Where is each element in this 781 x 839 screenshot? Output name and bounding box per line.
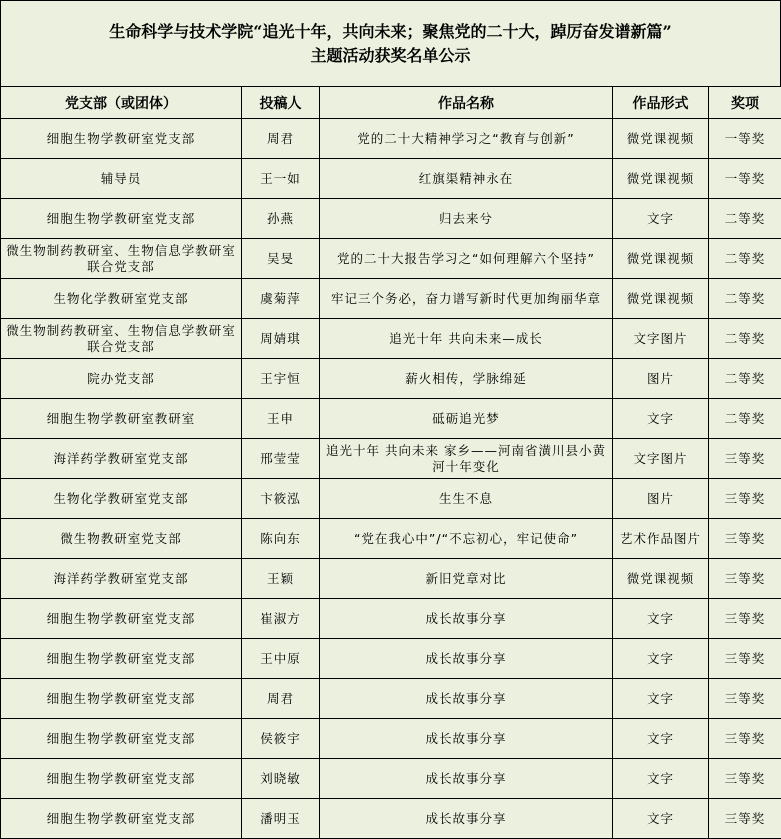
cell-work: 成长故事分享 — [320, 759, 613, 799]
cell-award: 三等奖 — [709, 559, 781, 599]
cell-work: 成长故事分享 — [320, 599, 613, 639]
cell-author: 王宇恒 — [242, 359, 320, 399]
cell-branch: 细胞生物学教研室党支部 — [1, 759, 242, 799]
cell-work: 成长故事分享 — [320, 799, 613, 839]
cell-award: 三等奖 — [709, 479, 781, 519]
table-row — [1, 519, 781, 559]
cell-award: 三等奖 — [709, 679, 781, 719]
cell-work: 成长故事分享 — [320, 639, 613, 679]
table-row — [1, 759, 781, 799]
table-row — [1, 639, 781, 679]
table-row — [1, 679, 781, 719]
cell-format: 文字 — [613, 679, 709, 719]
cell-branch: 细胞生物学教研室党支部 — [1, 799, 242, 839]
cell-format: 艺术作品图片 — [613, 519, 709, 559]
cell-format: 文字 — [613, 719, 709, 759]
cell-award: 二等奖 — [709, 239, 781, 279]
cell-work: 砥砺追光梦 — [320, 399, 613, 439]
cell-format: 微党课视频 — [613, 279, 709, 319]
cell-format: 文字 — [613, 399, 709, 439]
cell-award: 一等奖 — [709, 119, 781, 159]
table-row — [1, 319, 781, 359]
cell-award: 一等奖 — [709, 159, 781, 199]
header-author: 投稿人 — [242, 87, 320, 119]
cell-branch: 细胞生物学教研室党支部 — [1, 119, 242, 159]
cell-format: 文字 — [613, 599, 709, 639]
table-row — [1, 159, 781, 199]
cell-format: 文字 — [613, 759, 709, 799]
cell-award: 三等奖 — [709, 639, 781, 679]
cell-branch: 海洋药学教研室党支部 — [1, 439, 242, 479]
title-block — [0, 0, 781, 86]
cell-author: 潘明玉 — [242, 799, 320, 839]
cell-branch: 细胞生物学教研室党支部 — [1, 639, 242, 679]
title-line-1: 生命科学与技术学院“追光十年，共向未来；聚焦党的二十大，踔厉奋发谱新篇” — [109, 21, 672, 41]
cell-work: 牢记三个务必，奋力谱写新时代更加绚丽华章 — [320, 279, 613, 319]
cell-author: 周君 — [242, 119, 320, 159]
cell-branch: 辅导员 — [1, 159, 242, 199]
header-award: 奖项 — [709, 87, 781, 119]
cell-format: 文字图片 — [613, 439, 709, 479]
cell-award: 二等奖 — [709, 199, 781, 239]
cell-branch: 细胞生物学教研室党支部 — [1, 599, 242, 639]
cell-work: 红旗渠精神永在 — [320, 159, 613, 199]
cell-branch: 院办党支部 — [1, 359, 242, 399]
cell-author: 吴旻 — [242, 239, 320, 279]
cell-author: 周君 — [242, 679, 320, 719]
table-row — [1, 479, 781, 519]
cell-format: 微党课视频 — [613, 239, 709, 279]
cell-branch: 微生物教研室党支部 — [1, 519, 242, 559]
cell-award: 二等奖 — [709, 279, 781, 319]
cell-award: 二等奖 — [709, 359, 781, 399]
cell-author: 陈向东 — [242, 519, 320, 559]
cell-format: 文字 — [613, 799, 709, 839]
cell-format: 微党课视频 — [613, 559, 709, 599]
cell-branch: 生物化学教研室党支部 — [1, 479, 242, 519]
cell-author: 邢莹莹 — [242, 439, 320, 479]
cell-branch: 细胞生物学教研室教研室 — [1, 399, 242, 439]
table-row — [1, 599, 781, 639]
cell-format: 文字图片 — [613, 319, 709, 359]
cell-author: 崔淑方 — [242, 599, 320, 639]
cell-work: 成长故事分享 — [320, 679, 613, 719]
cell-work: 党的二十大报告学习之“如何理解六个坚持” — [320, 239, 613, 279]
cell-award: 三等奖 — [709, 759, 781, 799]
header-format: 作品形式 — [613, 87, 709, 119]
cell-author: 侯筱宇 — [242, 719, 320, 759]
table-row — [1, 719, 781, 759]
award-table — [0, 86, 781, 839]
cell-award: 二等奖 — [709, 399, 781, 439]
table-row — [1, 119, 781, 159]
cell-work: 成长故事分享 — [320, 719, 613, 759]
cell-work: 归去来兮 — [320, 199, 613, 239]
cell-branch: 细胞生物学教研室党支部 — [1, 679, 242, 719]
cell-award: 三等奖 — [709, 519, 781, 559]
cell-award: 三等奖 — [709, 799, 781, 839]
cell-work: 追光十年 共向未来 家乡——河南省潢川县小黄河十年变化 — [320, 439, 613, 479]
cell-format: 文字 — [613, 639, 709, 679]
cell-branch: 海洋药学教研室党支部 — [1, 559, 242, 599]
cell-work: 追光十年 共向未来—成长 — [320, 319, 613, 359]
table-row — [1, 199, 781, 239]
cell-work: 薪火相传，学脉绵延 — [320, 359, 613, 399]
cell-branch: 细胞生物学教研室党支部 — [1, 719, 242, 759]
table-row — [1, 239, 781, 279]
cell-award: 二等奖 — [709, 319, 781, 359]
cell-work: “党在我心中”/“不忘初心，牢记使命” — [320, 519, 613, 559]
cell-format: 图片 — [613, 479, 709, 519]
table-row — [1, 559, 781, 599]
cell-award: 三等奖 — [709, 719, 781, 759]
cell-work: 生生不息 — [320, 479, 613, 519]
table-row — [1, 799, 781, 839]
cell-author: 王一如 — [242, 159, 320, 199]
cell-work: 新旧党章对比 — [320, 559, 613, 599]
table-row — [1, 399, 781, 439]
cell-author: 王颖 — [242, 559, 320, 599]
cell-format: 微党课视频 — [613, 119, 709, 159]
cell-work: 党的二十大精神学习之“教育与创新” — [320, 119, 613, 159]
cell-author: 卞筱泓 — [242, 479, 320, 519]
header-branch: 党支部（或团体） — [1, 87, 242, 119]
cell-award: 三等奖 — [709, 599, 781, 639]
header-work: 作品名称 — [320, 87, 613, 119]
cell-award: 三等奖 — [709, 439, 781, 479]
cell-author: 刘晓敏 — [242, 759, 320, 799]
cell-format: 文字 — [613, 199, 709, 239]
cell-author: 王中原 — [242, 639, 320, 679]
table-row — [1, 359, 781, 399]
header-row — [1, 87, 781, 119]
table-row — [1, 439, 781, 479]
cell-author: 孙燕 — [242, 199, 320, 239]
title-line-2: 主题活动获奖名单公示 — [310, 45, 471, 65]
cell-author: 虞菊萍 — [242, 279, 320, 319]
cell-branch: 微生物制药教研室、生物信息学教研室联合党支部 — [1, 319, 242, 359]
cell-branch: 生物化学教研室党支部 — [1, 279, 242, 319]
cell-branch: 细胞生物学教研室党支部 — [1, 199, 242, 239]
cell-format: 图片 — [613, 359, 709, 399]
cell-author: 周婧琪 — [242, 319, 320, 359]
cell-author: 王申 — [242, 399, 320, 439]
cell-format: 微党课视频 — [613, 159, 709, 199]
cell-branch: 微生物制药教研室、生物信息学教研室联合党支部 — [1, 239, 242, 279]
table-row — [1, 279, 781, 319]
